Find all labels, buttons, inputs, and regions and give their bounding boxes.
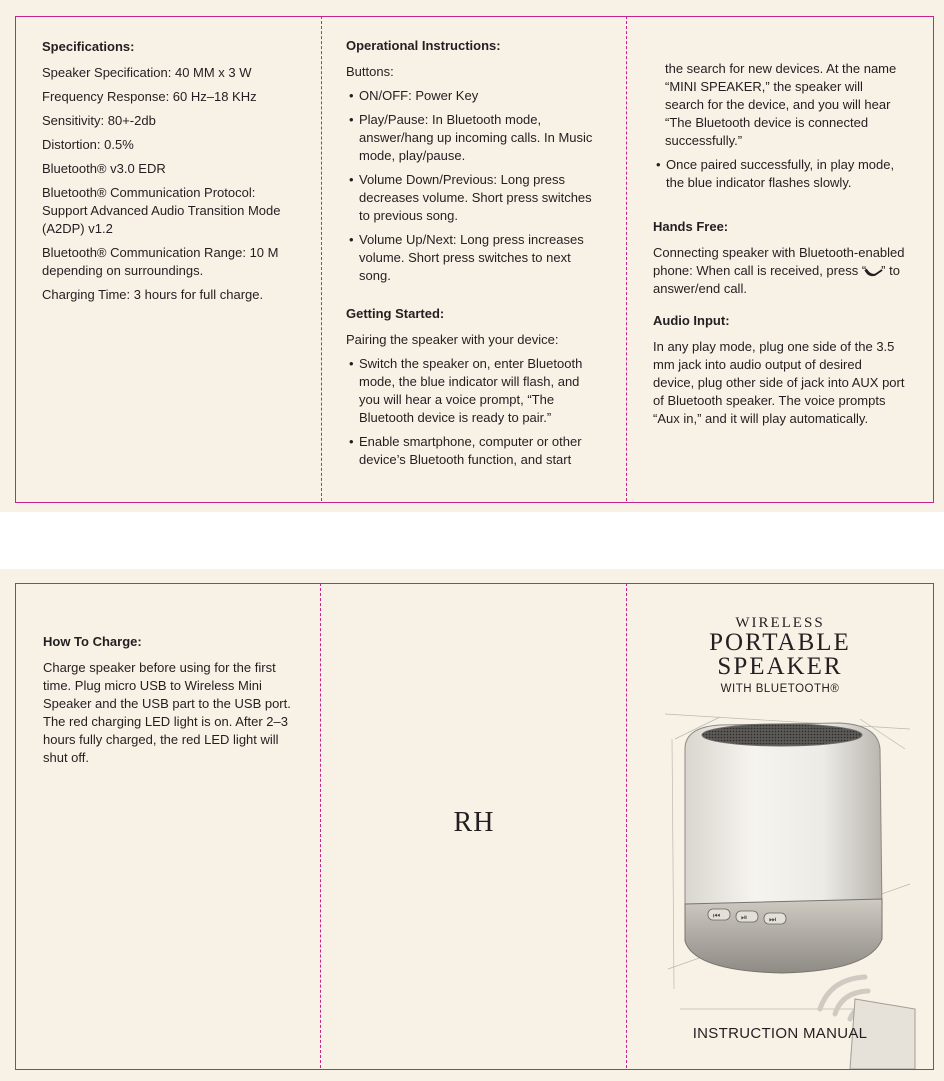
hands-free-text <box>653 244 905 298</box>
spec-line: Frequency Response: 60 Hz–18 KHz <box>42 89 257 104</box>
how-to-charge-heading: How To Charge: <box>43 634 142 649</box>
operational-section <box>346 37 602 475</box>
spec-line: Bluetooth® Communication Protocol: Support Advanced Audio Transition Mode (A2DP) v1.2 <box>42 185 281 236</box>
spec-line: Sensitivity: 80+-2db <box>42 113 156 128</box>
list-item: • Volume Down/Previous: Long press decreases volume. Short press switches to previous song. <box>346 171 602 225</box>
audio-input-heading: Audio Input: <box>653 313 730 328</box>
fold-line <box>626 16 627 501</box>
audio-input-section <box>653 312 905 428</box>
svg-text:⏭: ⏭ <box>769 915 777 924</box>
specifications-heading: Specifications: <box>42 39 135 54</box>
buttons-intro: Buttons: <box>346 64 394 79</box>
spec-line: Speaker Specification: 40 MM x 3 W <box>42 65 252 80</box>
hands-free-section <box>653 218 905 298</box>
getting-started-section <box>346 305 602 469</box>
list-item: • Enable smartphone, computer or other device’s Bluetooth function, and start <box>346 433 602 469</box>
cover-title-portable: PORTABLE <box>709 629 851 656</box>
pairing-list <box>346 355 602 469</box>
buttons-list <box>346 87 602 285</box>
list-item: • Switch the speaker on, enter Bluetooth mode, the blue indicator will flash, and you will hear a voice prompt, “The Bluetooth device is ready to pair.” <box>346 355 602 427</box>
cover-title-speaker: SPEAKER <box>717 653 843 680</box>
instruction-panel-inside <box>0 0 944 512</box>
hands-free-heading: Hands Free: <box>653 219 729 234</box>
list-item: • ON/OFF: Power Key <box>346 87 602 105</box>
how-to-charge-section <box>43 633 293 773</box>
list-item: • Volume Up/Next: Long press increases volume. Short press switches to next song. <box>346 231 602 285</box>
hands-free-text-end: ” to answer/end call. <box>653 263 900 296</box>
instruction-manual-label: INSTRUCTION MANUAL <box>692 1025 868 1042</box>
pairing-continuation: the search for new devices. At the name “MINI SPEAKER,” the speaker will search for the device, and you will hear “The Bluetooth device is connected successfully.” <box>665 61 897 148</box>
audio-input-text: In any play mode, plug one side of the 3.5 mm jack into audio output of desired device, plug other side of jack into AUX port of Bluetooth speaker. The voice prompts “Aux in,” and it will play automatically. <box>653 339 905 426</box>
spec-line: Bluetooth® v3.0 EDR <box>42 161 166 176</box>
pairing-intro: Pairing the speaker with your device: <box>346 332 559 347</box>
hands-free-text-start: Connecting speaker with Bluetooth-enabled phone: When call is received, press “ <box>653 245 905 278</box>
getting-started-heading: Getting Started: <box>346 306 445 321</box>
list-item: • Once paired successfully, in play mode, the blue indicator flashes slowly. <box>653 156 905 192</box>
spec-line: Charging Time: 3 hours for full charge. <box>42 287 264 302</box>
pairing-list-continued <box>653 156 905 192</box>
cover-title-wireless: WIRELESS <box>735 615 825 631</box>
specifications-section <box>42 38 292 310</box>
brand-logo: RH <box>453 807 495 838</box>
spec-line: Bluetooth® Communication Range: 10 M depending on surroundings. <box>42 245 279 278</box>
speaker-illustration <box>660 709 920 1069</box>
how-to-charge-text: Charge speaker before using for the first time. Plug micro USB to Wireless Mini Speaker and the USB part to the USB port. The red charging LED light is on. After 2–3 hours fully charged, the red LED light will shut off. <box>43 660 291 765</box>
svg-text:⏮: ⏮ <box>713 911 721 920</box>
list-item: • Play/Pause: In Bluetooth mode, answer/hang up incoming calls. In Music mode, play/pause. <box>346 111 602 165</box>
svg-text:⏯: ⏯ <box>741 913 748 922</box>
continued-section <box>653 60 905 434</box>
fold-line <box>321 16 322 501</box>
instruction-panel-outside <box>0 569 944 1081</box>
cover-subtitle: WITH BLUETOOTH® <box>720 683 840 695</box>
operational-heading: Operational Instructions: <box>346 38 501 53</box>
spec-line: Distortion: 0.5% <box>42 137 134 152</box>
